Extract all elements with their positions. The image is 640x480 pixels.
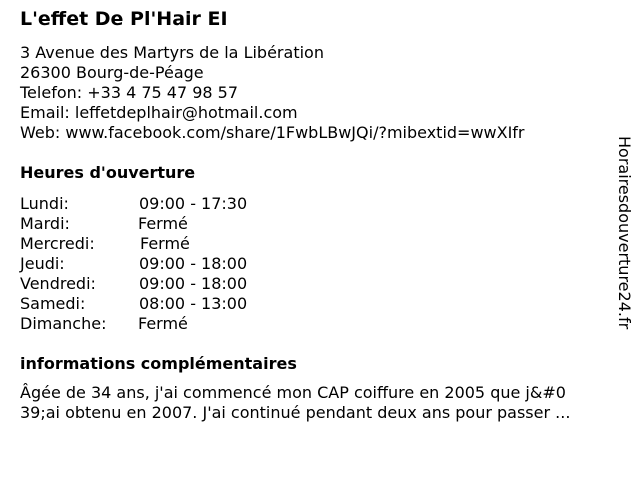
phone-number: Telefon: +33 4 75 47 98 57 (20, 83, 239, 102)
hours-row-saturday (20, 294, 320, 314)
day-label: Mardi: (20, 214, 70, 233)
day-label: Dimanche: (20, 314, 107, 333)
hours-value: 09:00 - 17:30 (139, 194, 248, 213)
hours-value: Fermé (140, 234, 190, 253)
day-label: Lundi: (20, 194, 69, 213)
hours-value: Fermé (138, 314, 188, 333)
day-label: Jeudi: (20, 254, 65, 273)
hours-value: 09:00 - 18:00 (139, 274, 248, 293)
hours-value: Fermé (138, 214, 188, 233)
additional-info-text (20, 383, 630, 423)
info-line: 39;ai obtenu en 2007. J'ai continué pendant deux ans pour passer ... (20, 403, 571, 422)
contact-block (20, 43, 525, 143)
additional-info-heading: informations complémentaires (20, 354, 297, 373)
website-link[interactable]: Web: www.facebook.com/share/1FwbLBwJQi/?mibextid=wwXIfr (20, 123, 525, 142)
site-watermark: Horairesdouverture24.fr (615, 136, 634, 330)
hours-row-tuesday (20, 214, 320, 234)
day-label: Mercredi: (20, 234, 95, 253)
info-line: Âgée de 34 ans, j'ai commencé mon CAP coiffure en 2005 que j&#0 (20, 383, 566, 402)
opening-hours-table (20, 194, 320, 334)
day-label: Samedi: (20, 294, 86, 313)
city-address: 26300 Bourg-de-Péage (20, 63, 204, 82)
day-label: Vendredi: (20, 274, 96, 293)
street-address: 3 Avenue des Martyrs de la Libération (20, 43, 324, 62)
hours-row-thursday (20, 254, 320, 274)
hours-value: 08:00 - 13:00 (139, 294, 248, 313)
hours-row-friday (20, 274, 320, 294)
email-address: Email: leffetdeplhair@hotmail.com (20, 103, 298, 122)
opening-hours-heading: Heures d'ouverture (20, 163, 196, 182)
hours-row-wednesday (20, 234, 320, 254)
business-name: L'effet De Pl'Hair EI (20, 8, 228, 30)
hours-value: 09:00 - 18:00 (139, 254, 248, 273)
hours-row-monday (20, 194, 320, 214)
hours-row-sunday (20, 314, 320, 334)
